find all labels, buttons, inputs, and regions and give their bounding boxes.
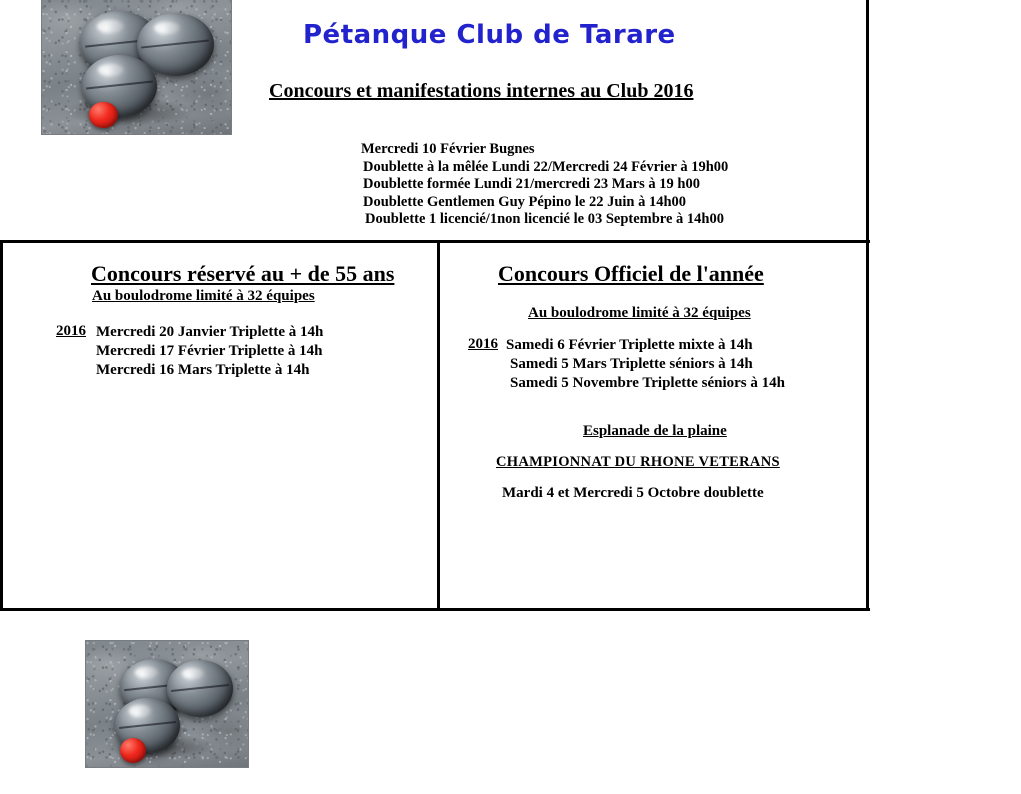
page-title: Pétanque Club de Tarare bbox=[303, 20, 676, 50]
column-subheading: Au boulodrome limité à 32 équipes bbox=[92, 288, 315, 304]
list-item: Mercredi 17 Février Triplette à 14h bbox=[96, 343, 323, 359]
list-item: Doublette formée Lundi 21/mercredi 23 Mars à 19 h00 bbox=[363, 176, 700, 192]
petanque-balls-photo-bottom bbox=[85, 640, 249, 768]
petanque-balls-photo-top bbox=[41, 0, 232, 135]
venue-label: Esplanade de la plaine bbox=[583, 423, 727, 439]
column-heading: Concours Officiel de l'année bbox=[498, 261, 764, 286]
events-list bbox=[506, 336, 785, 393]
list-item: Doublette Gentlemen Guy Pépino le 22 Juin à 14h00 bbox=[363, 193, 687, 210]
page-subtitle: Concours et manifestations internes au Club 2016 bbox=[269, 80, 694, 102]
list-item: Mercredi 16 Mars Triplette à 14h bbox=[96, 362, 310, 378]
jack-ball bbox=[89, 102, 117, 129]
list-item: Doublette à la mêlée Lundi 22/Mercredi 24 Février à 19h00 bbox=[363, 158, 729, 175]
list-item: Mercredi 20 Janvier Triplette à 14h bbox=[96, 324, 324, 340]
championship-date: Mardi 4 et Mercredi 5 Octobre doublette bbox=[502, 485, 764, 501]
list-item: Samedi 6 Février Triplette mixte à 14h bbox=[506, 337, 753, 353]
list-item: Mercredi 10 Février Bugnes bbox=[361, 141, 535, 157]
list-item: Samedi 5 Mars Triplette séniors à 14h bbox=[510, 356, 753, 372]
table-border-right-top bbox=[866, 0, 869, 243]
year-label: 2016 bbox=[468, 336, 498, 352]
list-item: Samedi 5 Novembre Triplette séniors à 14h bbox=[510, 375, 785, 391]
table-border-right bbox=[866, 243, 869, 611]
championship-title: CHAMPIONNAT DU RHONE VETERANS bbox=[496, 454, 780, 470]
table-row-columns bbox=[0, 243, 870, 611]
internal-events-list bbox=[361, 141, 728, 229]
column-heading: Concours réservé au + de 55 ans bbox=[91, 261, 395, 286]
table-border-bottom bbox=[0, 608, 870, 611]
events-list bbox=[96, 323, 323, 380]
list-item: Doublette 1 licencié/1non licencié le 03 Septembre à 14h00 bbox=[365, 211, 724, 227]
column-official bbox=[440, 243, 866, 608]
column-seniors-55 bbox=[3, 243, 437, 608]
year-label: 2016 bbox=[56, 323, 86, 339]
petanque-ball bbox=[167, 660, 233, 717]
jack-ball bbox=[120, 738, 146, 763]
column-subheading: Au boulodrome limité à 32 équipes bbox=[528, 305, 751, 321]
